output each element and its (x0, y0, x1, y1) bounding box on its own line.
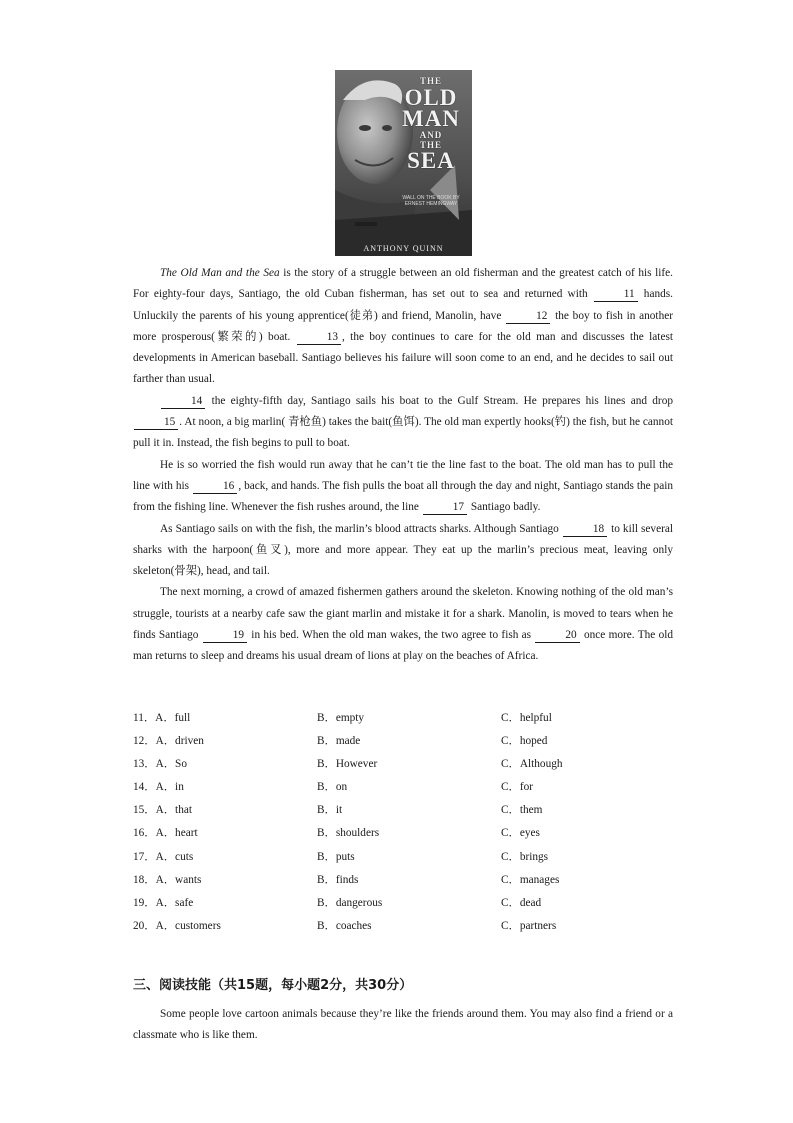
cover-title-man: MAN (402, 106, 460, 132)
blank-15: 15 (134, 416, 178, 430)
text: the boy to fish in another more prosperous(繁荣的) boat. (133, 309, 673, 343)
cover-subtitle: WALL ON THE BOOK BY ERNEST HEMINGWAY (402, 195, 460, 207)
option-a[interactable]: 13．A．So (133, 758, 187, 771)
option-a[interactable]: 12．A．driven (133, 735, 204, 748)
option-row-14 (133, 778, 693, 801)
option-row-16 (133, 824, 693, 847)
blank-12: 12 (506, 310, 550, 324)
paragraph-2 (133, 391, 673, 455)
text: once more. The old man returns to sleep and dreams his usual dream of lions at play on the beaches of Africa. (133, 629, 673, 663)
option-row-18 (133, 871, 693, 894)
option-c[interactable]: C．brings (501, 850, 549, 863)
text: hands. Unluckily the parents of his young apprentice(徒弟) and friend, Manolin, have (133, 288, 673, 322)
cover-title-old: OLD (404, 84, 458, 110)
text: the eighty-fifth day, Santiago sails his boat to the Gulf Stream. He prepares his lines and drop (206, 394, 673, 407)
cover-title-and: AND (419, 130, 443, 141)
blank-11: 11 (594, 288, 638, 302)
option-row-19 (133, 894, 693, 917)
option-row-13 (133, 755, 693, 778)
blank-14: 14 (161, 395, 205, 409)
blank-18: 18 (563, 523, 607, 537)
option-c[interactable]: C．dead (501, 896, 542, 909)
reading-paragraph-1: Some people love cartoon animals because they’re like the friends around them. You may also find a friend or a classmate who is like them. (133, 1008, 673, 1042)
option-c[interactable]: C．eyes (501, 827, 540, 840)
blank-16: 16 (193, 480, 237, 494)
cover-title-sea: SEA (407, 148, 455, 174)
text: Santiago badly. (468, 501, 541, 514)
blank-13: 13 (297, 331, 341, 345)
paragraph-3 (133, 455, 673, 519)
option-b[interactable]: B．finds (317, 873, 359, 886)
option-b[interactable]: B．coaches (317, 919, 372, 932)
option-a[interactable]: 11．A．full (133, 712, 191, 724)
text: He is so worried the fish would run away that he can’t tie the line fast to the boat. The old man has to pull the line with his (133, 458, 673, 492)
option-a[interactable]: 17．A．cuts (133, 850, 194, 863)
text: in his bed. When the old man wakes, the two agree to fish as (248, 629, 535, 642)
option-row-11 (133, 709, 693, 732)
blank-19: 19 (203, 629, 247, 643)
cloze-passage (133, 263, 673, 668)
option-row-17 (133, 848, 693, 871)
cover-title-the2: THE (419, 139, 442, 150)
option-b[interactable]: B．puts (317, 850, 355, 863)
paragraph-1 (133, 263, 673, 391)
book-title: The Old Man and the Sea (160, 267, 280, 279)
reading-passage (133, 1004, 673, 1047)
text: , the boy continues to care for the old man and discusses the latest developments in American baseball. Santiago believes his failure will soon come to an end, and he decides to sail out farther than usual. (133, 330, 673, 386)
text: As Santiago sails on with the fish, the marlin’s blood attracts sharks. Although Santiago (160, 522, 562, 535)
option-a[interactable]: 19．A．safe (133, 896, 194, 909)
option-row-20 (133, 917, 693, 940)
option-a[interactable]: 20．A．customers (133, 919, 221, 932)
option-b[interactable]: B．dangerous (317, 896, 383, 909)
text: to kill several sharks with the harpoon(鱼叉), more and more appear. They eat up the marlin’s precious meat, leaving only skeleton(骨架), head, and tail. (133, 522, 673, 578)
option-b[interactable]: B．empty (317, 712, 365, 724)
cover-title-the: THE (419, 76, 442, 86)
option-c[interactable]: C．hoped (501, 735, 548, 748)
section-heading: 三、阅读技能（共15题，每小题2分，共30分） (133, 978, 413, 993)
text: The next morning, a crowd of amazed fishermen gathers around the skeleton. Knowing nothing of the old man’s struggle, tourists at a nearby cafe saw the giant marlin and mistake it for a shark. Manolin, is moved to tears when he finds Santiago (133, 586, 673, 642)
option-a[interactable]: 18．A．wants (133, 873, 202, 886)
option-c[interactable]: C．manages (501, 873, 560, 886)
option-b[interactable]: B．However (317, 758, 378, 771)
cover-author: ANTHONY QUINN (363, 244, 444, 253)
option-b[interactable]: B．made (317, 735, 361, 748)
option-b[interactable]: B．on (317, 781, 348, 794)
book-cover-image (335, 70, 472, 256)
text: , back, and hands. The fish pulls the boat all through the day and night, Santiago stands the pain from the fishing line. Whenever the fish rushes around, the line (133, 479, 673, 514)
text: is the story of a struggle between an old fisherman and the greatest catch of his life. For eighty-four days, Santiago, the old Cuban fisherman, has set out to sea and returned with (133, 267, 673, 301)
paragraph-5 (133, 582, 673, 667)
option-a[interactable]: 14．A．in (133, 781, 184, 794)
option-row-12 (133, 732, 693, 755)
option-c[interactable]: C．partners (501, 919, 557, 932)
paragraph-4 (133, 519, 673, 583)
option-row-15 (133, 801, 693, 824)
text: . At noon, a big marlin( 青枪鱼) takes the bait(鱼饵). The old man expertly hooks(钓) the fish, but he cannot pull it in. Instead, the fish begins to pull to boat. (133, 416, 673, 450)
option-b[interactable]: B．it (317, 804, 343, 817)
option-c[interactable]: C．Although (501, 758, 563, 771)
option-a[interactable]: 15．A．that (133, 804, 192, 817)
blank-20: 20 (535, 629, 579, 643)
blank-17: 17 (423, 501, 467, 515)
option-c[interactable]: C．them (501, 804, 543, 817)
option-c[interactable]: C．helpful (501, 712, 552, 724)
option-b[interactable]: B．shoulders (317, 827, 380, 840)
cover-title (396, 76, 466, 172)
option-a[interactable]: 16．A．heart (133, 827, 198, 840)
answer-options (133, 709, 693, 940)
option-c[interactable]: C．for (501, 781, 534, 794)
